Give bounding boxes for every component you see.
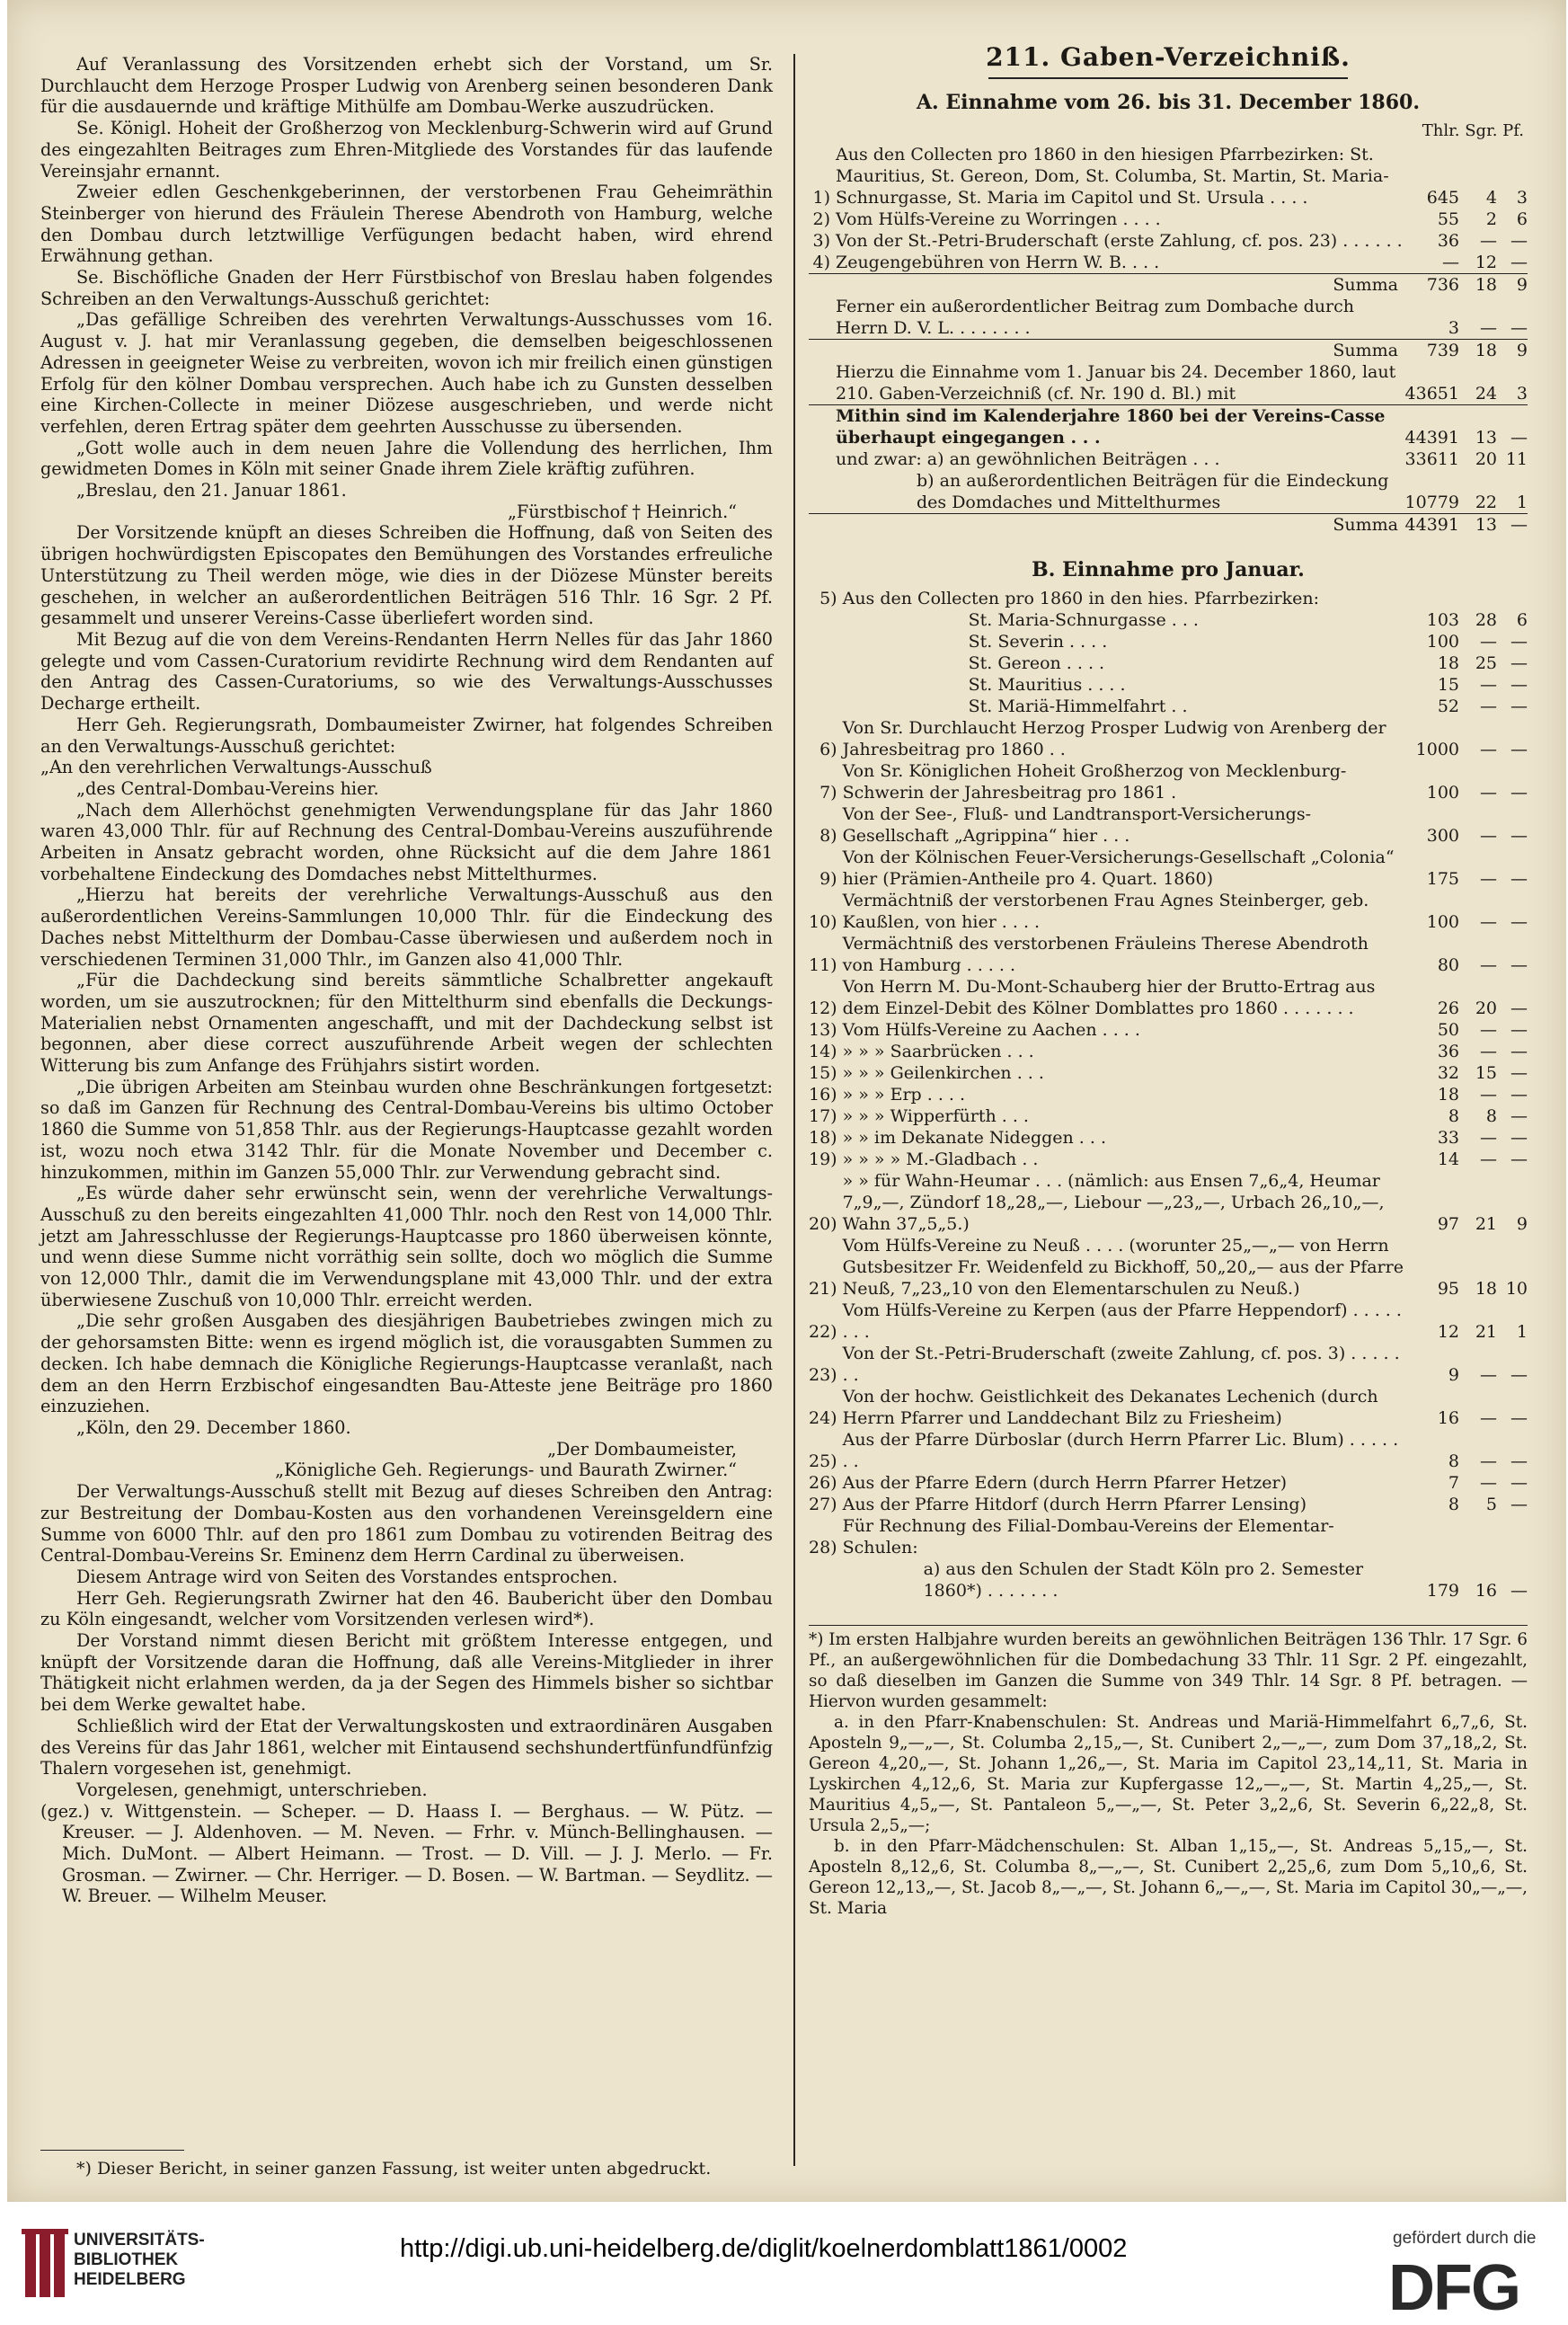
amount-thaler: 12 [1437,1322,1459,1342]
ledger-row [809,1170,1528,1235]
amount-thaler: — [1442,253,1459,272]
ledger-row [809,1235,1528,1300]
ledger-a [809,144,1528,536]
amount-pfennig: — [1510,675,1528,695]
amount-pfennig: — [1510,869,1528,889]
paragraph: „Die sehr großen Ausgaben des diesjährigen Baubetriebes zwingen mich zu der gehorsamsten Bitte: wenn es irgend möglich ist, die vorausgabten Summen zu decken. Ich habe demnach die Königliche Regierungs-Hauptcasse veranlaßt, nach dem an den Herrn Erzbischof eingesandten Bau-Atteste jene Beiträge pro 1860 einzuziehen. [40,1310,773,1417]
title-rule [988,77,1348,79]
amount-thaler: 645 [1426,188,1459,208]
entry-description: Aus den Collecten pro 1860 in den hiesigen Pfarrbezirken: St. Mauritius, St. Gereon, Dom, St. Columba, St. Martin, St. Maria-Schnurgasse, St. Maria im Capitol und St. Ursula . . . . [836,145,1389,208]
ledger-row [809,230,1528,252]
amount-silbergroschen: — [1480,1473,1497,1493]
ledger-row [809,760,1528,803]
ledger-row [809,1429,1528,1472]
ledger-b [809,588,1528,1602]
entry-description: » » » Erp . . . . [842,1085,966,1105]
entry-number: 17) [809,1106,837,1126]
amount-silbergroschen: — [1480,231,1497,251]
amount-thaler: 100 [1426,632,1459,652]
paragraph: „Nach dem Allerhöchst genehmigten Verwendungsplane für das Jahr 1860 waren 43,000 Thlr. für auf Rechnung des Central-Dombau-Vereins auszuführende Arbeiten in Ansatz gebracht worden, ohne Rücksicht auf die dem Jahre 1861 vorbehaltene Eindeckung des Domdaches nebst Mittelthurmes. [40,799,773,884]
amount-thaler: 300 [1426,826,1459,846]
amount-pfennig: 3 [1516,188,1528,208]
university-name: UNIVERSITÄTS- BIBLIOTHEK HEIDELBERG [74,2231,205,2289]
ledger-row [809,1062,1528,1084]
amount-pfennig: 6 [1516,209,1528,229]
ledger-row [809,1472,1528,1494]
paragraph: Der Vorsitzende knüpft an dieses Schreiben die Hoffnung, daß von Seiten des übrigen hochwürdigsten Episcopates den Bemühungen des Vorstandes erfreuliche Unterstützung zu Theil werden möge, wie dies in der Diözese Münster bereits geschehen, in welcher an außerordentlichen Beiträgen 516 Thlr. 16 Sgr. 2 Pf. gesammelt und unserer Vereins-Casse überliefert worden sind. [40,522,773,629]
paragraph: Vorgelesen, genehmigt, unterschrieben. [76,1779,428,1800]
amount-thaler: 15 [1437,675,1459,695]
signatories: (gez.) v. Wittgenstein. — Scheper. — D. Haass I. — Berghaus. — W. Pütz. — Kreuser. — J. Aldenhoven. — M. Neven. — Frhr. v. Münch-Bellinghausen. — Mich. DuMont. — Albert Heimann. — Trost. — D. Vill. — J. J. Merlo. — Fr. Grosman. — Zwirner. — Chr. Herriger. — D. Bosen. — W. Bartman. — Seydlitz. — W. Breuer. — Wilhelm Meuser. [40,1800,773,1907]
ledger-row [809,1041,1528,1062]
amount-pfennig: — [1510,1581,1528,1601]
entry-description: Aus den Collecten pro 1860 in den hies. Pfarrbezirken: [842,589,1320,608]
entry-number: 16) [809,1085,837,1105]
entry-number: 23) [809,1365,837,1385]
ledger-row [809,631,1528,652]
entry-number: 2) [812,209,830,229]
entry-number: 14) [809,1042,837,1061]
ledger-row [809,144,1528,209]
entry-number: 12) [809,998,837,1018]
paragraph: „Das gefällige Schreiben des verehrten Verwaltungs-Ausschusses vom 16. August v. J. hat mir Veranlassung gegeben, die demselben beigeschlossenen Adressen in geeigneter Weise zu verbreiten, wovon ich mir freilich einen günstigen Erfolg für den kölner Dombau versprechen. Auch habe ich zu Gunsten desselben eine Kirchen-Collecte in meiner Diözese ausgeschrieben, und werde nicht verfehlen, deren Ertrag später dem geehrten Ausschusse zu übersenden. [40,309,773,437]
amount-silbergroschen: 12 [1475,253,1497,272]
paragraph: Herr Geh. Regierungsrath Zwirner hat den 46. Baubericht über den Dombau zu Köln eingesandt, welcher vom Vorsitzenden verlesen wird*). [40,1587,773,1630]
amount-silbergroschen: — [1480,1365,1497,1385]
amount-pfennig: 10 [1505,1279,1528,1299]
amount-silbergroschen: — [1480,1128,1497,1148]
total-row: Mithin sind im Kalenderjahre 1860 bei der Vereins-Casse überhaupt eingegangen . . . 44391 13 — [809,405,1528,449]
amount-thaler: 18 [1437,653,1459,673]
amount-thaler: 14 [1437,1149,1459,1169]
section-b-heading: B. Einnahme pro Januar. [1032,558,1305,581]
entry-description: » » im Dekanate Nideggen . . . [842,1128,1107,1148]
amount-silbergroschen: 21 [1475,1214,1497,1234]
amount-thaler: 100 [1426,783,1459,803]
paragraph: Herr Geh. Regierungsrath, Dombaumeister Zwirner, hat folgendes Schreiben an den Verwaltungs-Ausschuß gerichtet: [40,714,773,757]
amount-silbergroschen: — [1480,632,1497,652]
signature: „Fürstbischof † Heinrich.“ [507,501,737,522]
amount-silbergroschen: 20 [1475,998,1497,1018]
entry-description: Für Rechnung des Filial-Dombau-Vereins der Elementar-Schulen: [842,1516,1334,1557]
amount-silbergroschen: 5 [1485,1495,1497,1514]
amount-thaler: 100 [1426,912,1459,932]
ledger-row [809,803,1528,847]
amount-silbergroschen [1459,588,1497,609]
amount-silbergroschen: — [1480,1149,1497,1169]
entry-description: a) aus den Schulen der Stadt Köln pro 2. Semester 1860*) . . . . . . . [923,1559,1364,1601]
paragraph: Se. Bischöfliche Gnaden der Herr Fürstbischof von Breslau haben folgendes Schreiben an den Verwaltungs-Ausschuß gerichtet: [40,267,773,309]
paragraph: Auf Veranlassung des Vorsitzenden erhebt sich der Vorstand, um Sr. Durchlaucht dem Herzoge Prosper Ludwig von Arenberg seinen besonderen Dank für die ausdauernde und kräftige Mithülfe am Dombau-Werke auszudrücken. [40,54,773,118]
amount-silbergroschen [1459,1515,1497,1558]
sum-row: Summa 736 18 9 [809,274,1528,297]
split-row: b) an außerordentlichen Beiträgen für die Eindeckung des Domdaches und Mittelthurmes 10779 22 1 [917,471,1528,512]
ledger-row [809,1386,1528,1429]
paragraph: „Breslau, den 21. Januar 1861. [76,480,347,501]
entry-number: 4) [812,253,830,272]
amount-pfennig: 1 [1516,1322,1528,1342]
entry-number: 27) [809,1495,837,1514]
amount-silbergroschen: 8 [1485,1106,1497,1126]
entry-description: St. Gereon . . . . [968,653,1105,673]
amount-silbergroschen: 4 [1485,188,1497,208]
amount-thaler: 175 [1426,869,1459,889]
entry-number: 15) [809,1063,837,1083]
address-line: „An den verehrlichen Verwaltungs-Ausschuß [40,757,432,778]
paragraph: „Hierzu hat bereits der verehrliche Verwaltungs-Ausschuß aus den außerordentlichen Vereins-Sammlungen 10,000 Thlr. für die Eindeckung des Daches nebst Mittelthurm der Dombau-Casse überwiesen und außerdem noch in verschiedenen Terminen 31,000 Thlr., im Ganzen also 41,000 Thlr. [40,884,773,970]
amount-thaler: 7 [1448,1473,1459,1493]
amount-silbergroschen: — [1480,697,1497,716]
signature: „Königliche Geh. Regierungs- und Baurath Zwirner.“ [275,1460,737,1481]
amount-pfennig: — [1510,253,1528,272]
amount-pfennig: — [1510,1365,1528,1385]
amount-thaler [1404,1515,1459,1558]
paragraph: Diesem Antrage wird von Seiten des Vorstandes entsprochen. [76,1566,618,1587]
amount-silbergroschen: — [1480,740,1497,759]
paragraph: „Für die Dachdeckung sind bereits sämmtliche Schalbretter angekauft worden, um sie auszutrocknen; für den Mittelthurm sind ebenfalls die Deckungs-Materialien nebst Ornamenten angeschafft, und mit der Dachdeckung selbst ist begonnen, aber diese correct auszuführende Arbeit wegen der schlechten Witterung bis zum Anfange des Frühjahrs sistirt worden. [40,970,773,1077]
column-divider [793,54,795,2166]
amount-thaler: 26 [1437,998,1459,1018]
amount-silbergroschen: — [1480,1085,1497,1105]
entry-description: St. Severin . . . . [968,632,1108,652]
entry-number: 19) [809,1149,837,1169]
amount-thaler: 8 [1448,1106,1459,1126]
amount-silbergroschen: — [1480,675,1497,695]
source-url[interactable]: http://digi.ub.uni-heidelberg.de/diglit/koelnerdomblatt1861/0002 [400,2234,1128,2263]
paragraph: Der Verwaltungs-Ausschuß stellt mit Bezug auf dieses Schreiben den Antrag: zur Bestreitung der Dombau-Kosten aus den vorhandenen Vereinsgeldern eine Summe von 6000 Thlr. auf den pro 1861 zum Dombau zu votirenden Beitrag des Central-Dombau-Vereins Sr. Eminenz dem Herrn Cardinal zu überweisen. [40,1481,773,1566]
amount-thaler: 50 [1437,1020,1459,1040]
amount-thaler: 52 [1437,697,1459,716]
list-title: 211. Gaben-Verzeichniß. [986,42,1351,72]
entry-description: Vom Hülfs-Vereine zu Aachen . . . . [842,1020,1140,1040]
amount-silbergroschen: 16 [1475,1581,1497,1601]
currency-units: Thlr. Sgr. Pf. [1422,121,1524,140]
ledger-row [809,717,1528,760]
amount-pfennig: — [1510,912,1528,932]
entry-description: » » » » M.-Gladbach . . [842,1149,1039,1169]
ledger-row [809,674,1528,696]
amount-silbergroschen: — [1480,955,1497,975]
paragraph: Se. Königl. Hoheit der Großherzog von Mecklenburg-Schwerin wird auf Grund des eingezahlten Beitrages zum Ehren-Mitgliede des Vorstandes für das laufende Vereinsjahr ernannt. [40,118,773,182]
ledger-row [809,252,1528,274]
dfg-logo: DFG [1388,2252,1519,2324]
entry-number [809,674,843,696]
amount-pfennig: — [1510,1106,1528,1126]
sum-label: Summa [836,274,1404,297]
ledger-row [809,1494,1528,1515]
amount-pfennig: — [1510,1020,1528,1040]
entry-number [809,652,843,674]
entry-number: 18) [809,1128,837,1148]
ledger-row [809,1515,1528,1558]
amount-thaler: 16 [1437,1408,1459,1428]
amount-pfennig: — [1510,653,1528,673]
amount-pfennig: — [1510,826,1528,846]
footnote-paragraph: a. in den Pfarr-Knabenschulen: St. Andreas und Mariä-Himmelfahrt 6„7„6, St. Aposteln 9„—„—, St. Columba 2„15„—, St. Cunibert 2„—„—, zum Dom 37„18„2, St. Gereon 4„20„—, St. Johann 1„26„—, St. Maria im Capitol 23„14„11, St. Maria in Lyskirchen 4„12„6, St. Maria zur Kupfergasse 12„—„—, St. Martin 4„25„—, St. Mauritius 4„5„—, St. Pantaleon 5„—„—, St. Peter 3„2„6, St. Severin 6„22„8, St. Ursula 2„5„—; [809,1713,1528,1835]
amount-silbergroschen: 28 [1475,610,1497,630]
amount-pfennig: — [1510,998,1528,1018]
entry-description: Vermächtniß des verstorbenen Fräuleins Therese Abendroth von Hamburg . . . . . [842,934,1369,975]
amount-pfennig: — [1510,1063,1528,1083]
amount-silbergroschen: — [1480,1408,1497,1428]
paragraph: Der Vorstand nimmt diesen Bericht mit größtem Interesse entgegen, und knüpft der Vorsitzende daran die Hoffnung, daß alle Vereins-Mitglieder in ihrer Thätigkeit nicht erlahmen werden, da ja der Segen des Himmels bisher so sichtbar bei dem Werke gewaltet habe. [40,1630,773,1716]
entry-number [809,696,843,717]
entry-number: 20) [809,1214,837,1234]
entry-number: 7) [819,783,837,803]
amount-pfennig [1497,588,1528,609]
ledger-row [809,933,1528,976]
entry-description: Von Sr. Königlichen Hoheit Großherzog von Mecklenburg-Schwerin der Jahresbeitrag pro 1861 . [842,761,1347,803]
amount-thaler: 80 [1437,955,1459,975]
entry-description: St. Maria-Schnurgasse . . . [968,610,1199,630]
split-row: und zwar: a) an gewöhnlichen Beiträgen . . . 33611 20 11 [836,449,1528,469]
paragraph: „Es würde daher sehr erwünscht sein, wenn der verehrliche Verwaltungs-Ausschuß zu den bereits eingezahlten 41,000 Thlr. noch den Rest von 14,000 Thlr. jetzt am Jahresschlusse der Regierungs-Hauptcasse pro 1860 überweisen könnte, und wenn diese Summe nicht vorräthig sein sollte, doch wo möglich die Summe von 12,000 Thlr., damit die im Verwendungsplane mit 43,000 Thlr. und der extra überwiesene Zuschuß von 10,000 Thlr. erreicht werden. [40,1183,773,1310]
entry-number: 22) [809,1322,837,1342]
ledger-row [809,588,1528,609]
entry-description: » » » Saarbrücken . . . [842,1042,1034,1061]
footnote-rule [40,2150,184,2151]
right-column [809,42,1528,1919]
signature-title: „Der Dombaumeister, [547,1438,737,1460]
ledger-row [809,976,1528,1019]
entry-number: 11) [809,955,837,975]
paragraph: „Die übrigen Arbeiten am Steinbau wurden ohne Beschränkungen fortgesetzt: so daß im Ganzen für Rechnung des Central-Dombau-Vereins bis ultimo October 1860 die Summe von 51,858 Thlr. aus der Regierungs-Hauptcasse gezahlt worden ist, wozu noch etwa 3142 Thlr. für die Monate November und December c. hinzukommen, mithin im Ganzen 55,000 Thlr. zur Verwendung gebracht sind. [40,1076,773,1183]
ledger-row [809,609,1528,631]
date-line: „Köln, den 29. December 1860. [76,1417,351,1438]
amount-thaler: 33 [1437,1128,1459,1148]
ledger-row [809,1149,1528,1170]
entry-number: 25) [809,1451,837,1471]
entry-number [809,609,843,631]
entry-description: Von der See-, Fluß- und Landtransport-Versicherungs-Gesellschaft „Agrippina“ hier . . . [842,804,1312,846]
amount-pfennig: — [1510,1408,1528,1428]
paragraph: Schließlich wird der Etat der Verwaltungskosten und extraordinären Ausgaben des Vereins für das Jahr 1861, welcher mit Eintausend sechshundertfünfundfünfzig Thalern vorgesehen ist, genehmigt. [40,1715,773,1779]
ledger-row [809,1558,1528,1602]
amount-silbergroschen: 25 [1475,653,1497,673]
entry-number: 1) [812,188,830,208]
entry-number: 3) [812,231,830,251]
amount-silbergroschen: — [1480,783,1497,803]
address-line: „des Central-Dombau-Vereins hier. [76,777,379,799]
entry-description: Vom Hülfs-Vereine zu Neuß . . . . (worunter 25„—„— von Herrn Gutsbesitzer Fr. Weidenfeld zu Bickhoff, 50„20„— aus der Pfarre Neuß, 7„23„10 von den Elementarschulen zu Neuß.) [842,1236,1404,1299]
amount-silbergroschen: — [1480,1020,1497,1040]
entry-description: St. Mauritius . . . . [968,675,1126,695]
sum-row: Summa 44391 13 — [809,514,1528,537]
amount-pfennig: — [1510,1128,1528,1148]
amount-pfennig: — [1510,231,1528,251]
amount-silbergroschen: 2 [1485,209,1497,229]
amount-thaler: 36 [1437,231,1459,251]
paragraph: Mit Bezug auf die von dem Vereins-Rendanten Herrn Nelles für das Jahr 1860 gelegte und vom Cassen-Curatorium revidirte Rechnung wird dem Rendanten auf den Antrag des Cassen-Curatoriums, so wie des Verwaltungs-Ausschusses Decharge ertheilt. [40,628,773,714]
amount-pfennig: — [1510,1149,1528,1169]
entry-description: St. Mariä-Himmelfahrt . . [968,697,1188,716]
footnote: *) Dieser Bericht, in seiner ganzen Fassung, ist weiter unten abgedruckt. [76,2159,712,2179]
entry-description: » » » Geilenkirchen . . . [842,1063,1044,1083]
amount-silbergroschen: — [1480,1451,1497,1471]
amount-thaler: 103 [1426,610,1459,630]
amount-silbergroschen: 21 [1475,1322,1497,1342]
footnote-paragraph: b. in den Pfarr-Mädchenschulen: St. Alban 1„15„—, St. Andreas 5„15„—, St. Aposteln 8„12„6, St. Columba 8„—„—, St. Cunibert 2„25„6, zum Dom 5„10„6, St. Gereon 12„13„—, St. Jacob 8„—„—, St. Johann 6„—„—, St. Maria im Capitol 30„—„—, St. Maria [809,1837,1528,1918]
entry-description: Von Sr. Durchlaucht Herzog Prosper Ludwig von Arenberg der Jahresbeitrag pro 1860 . . [842,718,1386,759]
amount-thaler: 8 [1448,1495,1459,1514]
entry-number: 28) [809,1538,837,1557]
amount-pfennig: 9 [1516,1214,1528,1234]
footnote-paragraph: *) Im ersten Halbjahre wurden bereits an gewöhnlichen Beiträgen 136 Thlr. 17 Sgr. 6 Pf., an außergewöhnlichen für die Dombedachung 33 Thlr. 11 Sgr. 2 Pf. eingezahlt, so daß dieselben im Ganzen die Summe von 349 Thlr. 14 Sgr. 8 Pf. betragen. — Hiervon wurden gesammelt: [809,1630,1528,1711]
amount-thaler: 36 [1437,1042,1459,1061]
paragraph: „Gott wolle auch in dem neuen Jahre die Vollendung des herrlichen, Ihm gewidmeten Domes in Köln mit seiner Gnade ihrem Ziele kräftig zuführen. [40,437,773,480]
amount-thaler: 97 [1437,1214,1459,1234]
amount-silbergroschen: — [1480,826,1497,846]
entry-description: Zeugengebühren von Herrn W. B. . . . [836,253,1160,272]
amount-silbergroschen: — [1480,1042,1497,1061]
entry-number: 13) [809,1020,837,1040]
entry-description: Aus der Pfarre Edern (durch Herrn Pfarrer Hetzer) [842,1473,1288,1493]
entry-description: Vom Hülfs-Vereine zu Worringen . . . . [836,209,1161,229]
prior-row: Hierzu die Einnahme vom 1. Januar bis 24. December 1860, laut 210. Gaben-Verzeichniß (cf. Nr. 190 d. Bl.) mit 43651 24 3 [836,362,1528,404]
entry-description: Von Herrn M. Du-Mont-Schauberg hier der Brutto-Ertrag aus dem Einzel-Debit des Kölner Domblattes pro 1860 . . . . . . . [842,977,1376,1018]
ledger-row [809,652,1528,674]
ledger-row [809,847,1528,890]
amount-pfennig: — [1510,1473,1528,1493]
amount-thaler: 9 [1448,1365,1459,1385]
ledger-row [809,696,1528,717]
amount-thaler: 1000 [1415,740,1459,759]
amount-pfennig [1497,1515,1528,1558]
amount-silbergroschen: 15 [1475,1063,1497,1083]
entry-number: 9) [819,869,837,889]
entry-description: Aus der Pfarre Hitdorf (durch Herrn Pfarrer Lensing) [842,1495,1307,1514]
amount-pfennig: — [1510,955,1528,975]
entry-number: 8) [819,826,837,846]
amount-thaler: 18 [1437,1085,1459,1105]
amount-pfennig: — [1510,1495,1528,1514]
entry-description: Vermächtniß der verstorbenen Frau Agnes Steinberger, geb. Kaußlen, von hier . . . . [842,891,1369,932]
ledger-row [809,890,1528,933]
amount-pfennig: — [1510,697,1528,716]
amount-thaler: 179 [1426,1581,1459,1601]
entry-number: 21) [809,1279,837,1299]
entry-number: 10) [809,912,837,932]
entry-description: Von der hochw. Geistlichkeit des Dekanates Lechenich (durch Herrn Pfarrer und Landdechant Bilz zu Friesheim) [842,1387,1378,1428]
amount-thaler [1404,588,1459,609]
amount-silbergroschen: — [1480,912,1497,932]
amount-pfennig: — [1510,632,1528,652]
entry-description: Aus der Pfarre Dürboslar (durch Herrn Pfarrer Lic. Blum) . . . . . . . [842,1430,1399,1471]
entry-description: » » für Wahn-Heumar . . . (nämlich: aus Ensen 7„6„4, Heumar 7„9„—, Zündorf 18„28„—, Liebour —„23„—, Urbach 26„10„—, Wahn 37„5„5.) [842,1171,1385,1234]
amount-silbergroschen: 18 [1475,1279,1497,1299]
entry-number: 6) [819,740,837,759]
ledger-row [809,1084,1528,1105]
ledger-row [809,1105,1528,1127]
entry-description: Von der St.-Petri-Bruderschaft (erste Zahlung, cf. pos. 23) . . . . . . [836,231,1403,251]
ledger-row [809,1343,1528,1386]
entry-number [809,631,843,652]
amount-thaler: 95 [1437,1279,1459,1299]
entry-number: 26) [809,1473,837,1493]
amount-thaler: 55 [1437,209,1459,229]
paragraph: Zweier edlen Geschenkgeberinnen, der verstorbenen Frau Geheimräthin Steinberger von hierund des Fräulein Therese Abendroth von Hamburg, welche den Dombau durch letztwillige Verfügungen bedacht haben, wird ehrend Erwähnung gethan. [40,182,773,267]
entry-description: Von der Kölnischen Feuer-Versicherungs-Gesellschaft „Colonia“ hier (Prämien-Antheile pro 4. Quart. 1860) [842,847,1395,889]
entry-description: » » » Wipperfürth . . . [842,1106,1029,1126]
ledger-row [809,1019,1528,1041]
extra-row: Ferner ein außerordentlicher Beitrag zum Dombache durch Herrn D. V. L. . . . . . . . 3 — — [836,297,1528,338]
entry-number: 24) [809,1408,837,1428]
amount-pfennig: — [1510,1451,1528,1471]
footnote-right [809,1625,1528,1919]
amount-thaler: 8 [1448,1451,1459,1471]
section-a-heading: A. Einnahme vom 26. bis 31. December 1860. [916,91,1420,114]
amount-pfennig: — [1510,1042,1528,1061]
ledger-row [809,209,1528,230]
newspaper-page [40,36,1528,2179]
ledger-row [809,1300,1528,1343]
left-column [40,54,773,1907]
funding-label: gefördert durch die [1393,2229,1537,2248]
entry-description: Vom Hülfs-Vereine zu Kerpen (aus der Pfarre Heppendorf) . . . . . . . . [842,1300,1402,1342]
amount-pfennig: — [1510,740,1528,759]
sum-row: Summa 739 18 9 [809,340,1528,362]
entry-number [809,1558,843,1602]
amount-thaler: 32 [1437,1063,1459,1083]
entry-number: 5) [819,589,837,608]
amount-pfennig: — [1510,783,1528,803]
ledger-row [809,1127,1528,1149]
amount-silbergroschen: — [1480,869,1497,889]
amount-pfennig: 6 [1516,610,1528,630]
amount-pfennig: — [1510,1085,1528,1105]
entry-description: Von der St.-Petri-Bruderschaft (zweite Zahlung, cf. pos. 3) . . . . . . . [842,1344,1400,1385]
